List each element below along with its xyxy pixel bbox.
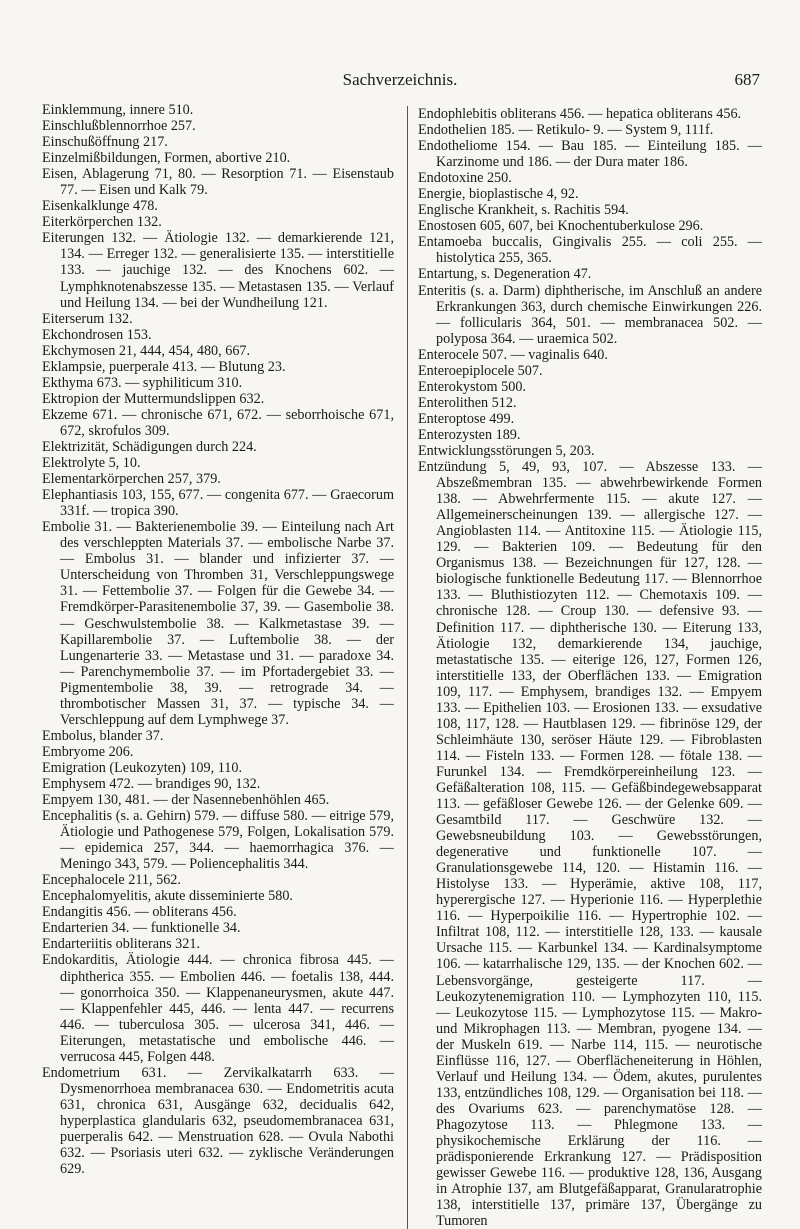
index-entry: Enteroptose 499. xyxy=(418,410,515,427)
index-entry: Entzündung 5, 49, 93, 107. — Abszesse 133. — Abszeßmembran 135. — abwehrbewirkende Formen 138. — Abwehrfermente 115. — akute 127. — Allgemeinerscheinungen 139. — allergische 127. — Angioblasten 114. — Antitoxine 115. — Ätiologie 115, 129. — Bakterien 109. — Bedeutung für den Organismus 138. — Bezeichnungen für 127, 128. — biologische funktionelle Bedeutung 117. — Blennorrhoe 133. — Bluthistiozyten 112. — Chemotaxis 109. — chronische 128. — Croup 130. — defensive 93. — Definition 117. — diphtherische 130. — Eiterung 133, Ätiologie 132, demarkierende 134, jauchige, metastatische 135. — eiterige 126, 127, Formen 126, interstitielle 133, der Oberflächen 133. — Emigration 109, 117. — Emphysem, brandiges 132. — Empyem 133. — Epithelien 103. — Erosionen 133. — exsudative 108, 117, 128. — Hautblasen 129. — fibrinöse 129, der Schleimhäute 130, seröser Häute 129. — Fibroblasten 114. — Fisteln 133. — Formen 128. — fötale 138. — Furunkel 134. — Fremdkörpereinheilung 123. — Gefäßalteration 108, 115. — Gefäßbindegewebsapparat 113. — gefäßloser Gewebe 126. — der Gelenke 609. — Gesamtbild 117. — Geschwüre 132. — Gewebsneubildung 103. — Gewebsstörungen, degenerative und funktionelle 107. — Granulationsgewebe 114, 120. — Histamin 116. — Histolyse 133. — Hyperämie, aktive 108, 117, hyperergische 127. — Hyperionie 116. — Hyperplethie 116. — Hyperpoikilie 116. — Hypertrophie 102. — Infiltrat 108, 112. — interstitielle 128, 133. — kausale Ursache 115. — Karbunkel 134. — Kardinalsymptome 106. — katarrhalische 129, 135. — der Knochen 602. — Lebensvorgänge, gesteigerte 117. — Leukozytenemigration 110. — Lymphozyten 110, 115. — Leukozytose 115. — Lymphozytose 115. — Makro- und Mikrophagen 113. — Membran, pyogene 134. — der Muskeln 619. — Narbe 114, 115. — neurotische Einflüsse 116, 127. — Oberflächeneiterung in Höhlen, Verlauf und Heilung 134. — Ödem, akutes, purulentes 133, entzündliches 108, 129. — Organisation bei 118. — des Ovariums 623. — parenchymatöse 128. — Phagozytose 113. — Phlegmone 133. — physikochemische Erklärung der 116. — prädisponierende Erkrankung 127. — Prädisposition gewisser Gewebe 116. — produktive 128, 136, Ausgang in Atrophie 137, am Blutgefäßapparat, Granularatrophie 138, interstitielle 137, primäre 137, Übergänge zu Tumoren xyxy=(418,459,762,1229)
index-entry: Enterozysten 189. xyxy=(418,426,521,443)
index-entry: Eisenkalklunge 478. xyxy=(42,198,158,215)
index-entry: Encephalitis (s. a. Gehirn) 579. — diffuse 580. — eitrige 579, Ätiologie und Pathogenese 579, Folgen, Lokalisation 579. — epidemica 257, 344. — haemorrhagica 376. — Meningo 343, 579. — Poliencephalitis 344. xyxy=(42,808,394,873)
index-entry: Eiterkörperchen 132. xyxy=(42,214,162,231)
index-entry: Elementarkörperchen 257, 379. xyxy=(42,471,221,488)
index-entry: Endothelien 185. — Retikulo- 9. — System 9, 111f. xyxy=(418,122,714,139)
index-entry: Endarteriitis obliterans 321. xyxy=(42,936,200,953)
index-entry: Enterolithen 512. xyxy=(418,394,517,411)
index-entry: Enterokystom 500. xyxy=(418,378,526,395)
index-entry: Entamoeba buccalis, Gingivalis 255. — coli 255. — histolytica 255, 365. xyxy=(418,234,762,267)
index-entry: Endotheliome 154. — Bau 185. — Einteilung 185. — Karzinome und 186. — der Dura mater 186. xyxy=(418,138,762,171)
right-column xyxy=(407,106,762,1229)
index-entry: Endarterien 34. — funktionelle 34. xyxy=(42,920,241,937)
index-entry: Ekthyma 673. — syphiliticum 310. xyxy=(42,374,243,391)
index-entry: Embolus, blander 37. xyxy=(42,727,164,744)
index-columns xyxy=(42,102,762,1229)
index-entry: Einzelmißbildungen, Formen, abortive 210. xyxy=(42,150,291,167)
index-entry: Empyem 130, 481. — der Nasennebenhöhlen 465. xyxy=(42,792,330,809)
index-entry: Ektropion der Muttermundslippen 632. xyxy=(42,390,265,407)
index-entry: Englische Krankheit, s. Rachitis 594. xyxy=(418,202,629,219)
index-entry: Encephalocele 211, 562. xyxy=(42,872,181,889)
index-entry: Endokarditis, Ätiologie 444. — chronica fibrosa 445. — diphtherica 355. — Embolien 446. — foetalis 138, 444. — gonorrhoica 350. — Klappenaneurysmen, akute 447. — Klappenfehler 445, 446. — lenta 447. — recurrens 446. — tuberculosa 305. — ulcerosa 341, 446. — Eiterungen, metastatische und embolische 446. — verrucosa 445, Folgen 448. xyxy=(42,952,394,1065)
index-entry: Eiterungen 132. — Ätiologie 132. — demarkierende 121, 134. — Erreger 132. — generalisierte 135. — interstitielle 133. — jauchige 132. — des Knochens 602. — Lymphknotenabszesse 135. — Metastasen 135. — Verlauf und Heilung 134. — bei der Wundheilung 121. xyxy=(42,230,394,311)
index-entry: Entartung, s. Degeneration 47. xyxy=(418,266,592,283)
index-entry: Encephalomyelitis, akute disseminierte 580. xyxy=(42,888,293,905)
index-entry: Elektrolyte 5, 10. xyxy=(42,455,141,472)
index-entry: Enostosen 605, 607, bei Knochentuberkulose 296. xyxy=(418,218,704,235)
index-entry: Endangitis 456. — obliterans 456. xyxy=(42,904,237,921)
index-entry: Einklemmung, innere 510. xyxy=(42,102,194,118)
index-entry: Elektrizität, Schädigungen durch 224. xyxy=(42,438,257,455)
index-entry: Eklampsie, puerperale 413. — Blutung 23. xyxy=(42,358,286,375)
index-entry: Ekzeme 671. — chronische 671, 672. — seborrhoische 671, 672, skrofulos 309. xyxy=(42,406,394,439)
index-entry: Endometrium 631. — Zervikalkatarrh 633. — Dysmenorrhoea membranacea 630. — Endometritis acuta 631, chronica 631, Ausgänge 632, decidualis 642, hyperplastica glandularis 632, pseudomembranacea 631, puerperalis 642. — Menstruation 628. — Ovula Nabothi 632. — Psoriasis uteri 632. — zyklische Veränderungen 629. xyxy=(42,1064,394,1178)
index-entry: Endotoxine 250. xyxy=(418,170,512,187)
index-entry: Embryome 206. xyxy=(42,743,134,760)
index-entry: Enteroepiplocele 507. xyxy=(418,362,543,379)
index-entry: Enterocele 507. — vaginalis 640. xyxy=(418,346,608,363)
index-entry: Energie, bioplastische 4, 92. xyxy=(418,186,579,203)
running-header xyxy=(0,70,800,98)
index-entry: Einschlußblennorrhoe 257. xyxy=(42,118,196,135)
index-entry: Elephantiasis 103, 155, 677. — congenita 677. — Graecorum 331f. — tropica 390. xyxy=(42,487,394,520)
index-entry: Ekchymosen 21, 444, 454, 480, 667. xyxy=(42,342,251,359)
index-entry: Endophlebitis obliterans 456. — hepatica obliterans 456. xyxy=(418,106,742,122)
page-number: 687 xyxy=(734,70,760,89)
index-entry: Ekchondrosen 153. xyxy=(42,326,152,343)
page-title: Sachverzeichnis. xyxy=(342,70,458,89)
index-entry: Emphysem 472. — brandiges 90, 132. xyxy=(42,775,261,792)
index-entry: Eisen, Ablagerung 71, 80. — Resorption 71. — Eisenstaub 77. — Eisen und Kalk 79. xyxy=(42,166,394,199)
index-entry: Embolie 31. — Bakterienembolie 39. — Einteilung nach Art des verschleppten Materials 37. — embolische Narbe 37. — Embolus 31. — blander und infizierter 37. — Unterscheidung von Thromben 31, Verschleppungswege 31. — Fettembolie 37. — Folgen für die Gewebe 34. — Fremdkörper-Parasitenembolie 37, 39. — Gasembolie 38. — Geschwulstembolie 38. — Kalkmetastase 39. — Kapillarembolie 37. — Luftembolie 38. — der Lungenarterie 33. — Metastase und 31. — paradoxe 34. — Parenchymembolie 37. — im Pfortadergebiet 33. — Pigmentembolie 38, 39. — retrograde 34. — thrombotischer Massen 31, 37. — typische 34. — Verschleppung auf dem Lymphwege 37. xyxy=(42,519,394,728)
index-entry: Enteritis (s. a. Darm) diphtherische, im Anschluß an andere Erkrankungen 363, durch chemische Einwirkungen 226. — follicularis 364, 501. — membranacea 502. — polyposa 364. — uraemica 502. xyxy=(418,282,762,347)
index-entry: Emigration (Leukozyten) 109, 110. xyxy=(42,759,243,776)
left-column xyxy=(42,102,394,1229)
index-entry: Eiterserum 132. xyxy=(42,310,133,327)
index-entry: Entwicklungsstörungen 5, 203. xyxy=(418,442,595,459)
index-entry: Einschußöffnung 217. xyxy=(42,134,168,151)
